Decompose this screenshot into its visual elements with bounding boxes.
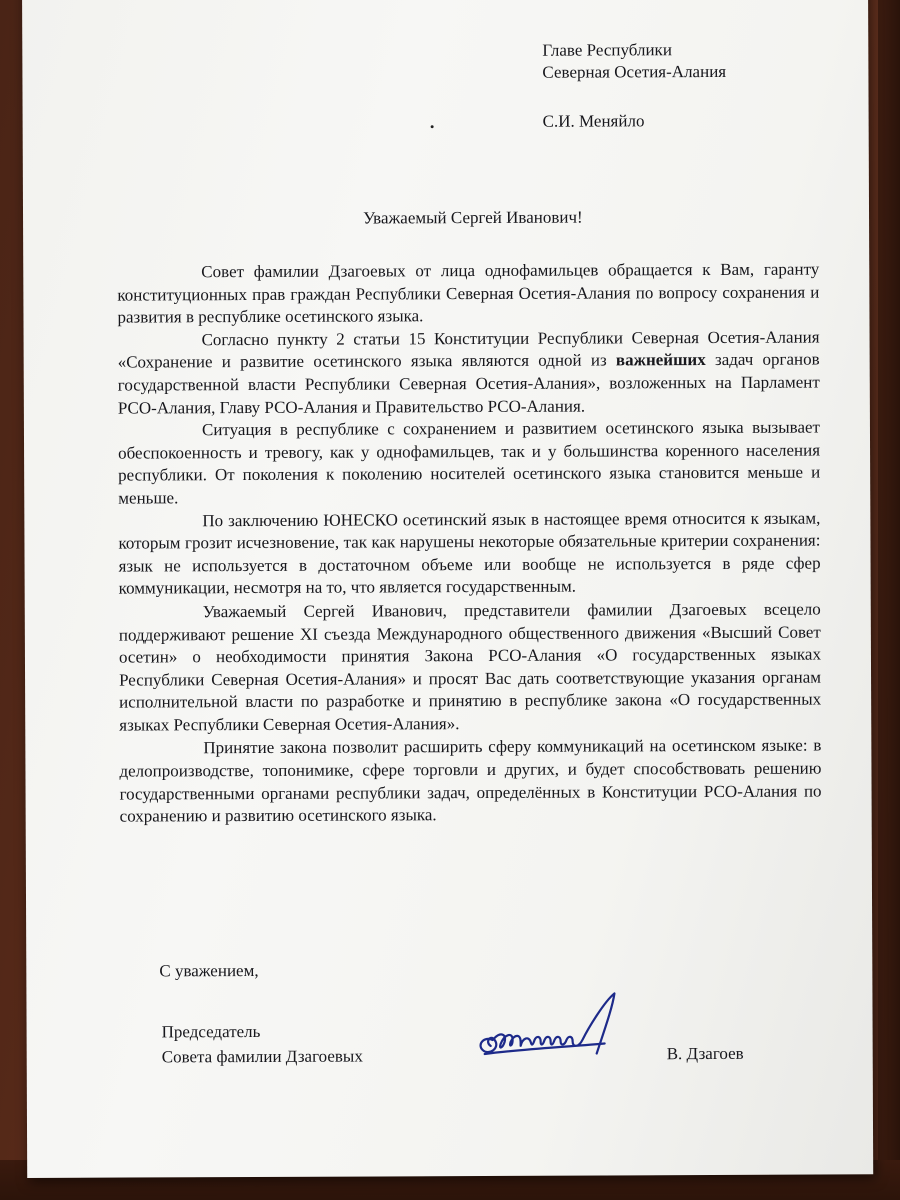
ink-dot (431, 125, 434, 128)
paragraph-2-end: задач органов государственной власти Республики Северная Осетия-Алания», возложенных на Парламент РСО-Алания, Главу РСО-Алания и Правительство РСО-Алания. (117, 349, 820, 418)
letter-body (117, 259, 821, 829)
paragraph-3: Ситуация в республике с сохранением и развитием осетинского языка вызывает обеспокоенность и тревогу, как у однофамильцев, так и у большинства коренного населения республики. От поколения к поколению носителей осетинского языка становится меньше и меньше. (118, 417, 821, 508)
addressee-line-1: Главе Республики (542, 40, 672, 60)
closing: С уважением, (159, 960, 259, 981)
addressee-block (542, 39, 726, 133)
paragraph-1: Совет фамилии Дзагоевых от лица однофамильцев обращается к Вам, гаранту конституционных прав граждан Республики Северная Осетия-Алания по вопросу сохранения и развития в республике осетинского языка. (117, 259, 820, 327)
paragraph-4: По заключению ЮНЕСКО осетинский язык в настоящее время относится к языкам, которым грозит исчезновение, так как нарушены некоторые обязательные критерии сохранения: язык не используется в достаточном объеме или вообще не используется в ряде сфер коммуникации, несмотря на то, что является государственным. (118, 508, 821, 598)
handwritten-signature (454, 987, 634, 1078)
signer-title-line-1: Председатель (161, 1021, 261, 1042)
desk-edge (878, 0, 900, 1200)
paragraph-2 (118, 326, 820, 419)
paragraph-5: Уважаемый Сергей Иванович, представители фамилии Дзагоевых всецело поддерживают решение XI съезда Международного общественного движения «Высший Совет осетин» о необходимости принятия Закона РСО-Алания «О государственных языках Республики Северная Осетия-Алания» и просят Вас дать соответствующие указания органам исполнительной власти по разработке и принятию в республике закона «О государственных языках Республики Северная Осетия-Алания». (118, 599, 822, 735)
addressee-name: С.И. Меняйло (542, 111, 645, 131)
signer-name: В. Дзагоев (666, 1043, 744, 1064)
signer-title-line-2: Совета фамилии Дзагоевых (161, 1046, 363, 1067)
paragraph-2-emphasis: важнейших (615, 350, 706, 370)
addressee-line-2: Северная Осетия-Алания (542, 61, 727, 82)
paragraph-6: Принятие закона позволит расширить сферу коммуникаций на осетинском языке: в делопроизводстве, топонимике, сфере торговли и других, и будет способствовать решению государственными органами республики задач, определённых в Конституции РСО-Алания по сохранению и развитию осетинского языка. (119, 735, 822, 826)
signer-title (162, 1019, 363, 1070)
salutation: Уважаемый Сергей Иванович! (363, 207, 583, 228)
paragraph-2-start: Согласно пункту 2 статьи 15 Конституции Республики Северная Осетия-Алания «Сохранение и развитие осетинского языка являются одной из (117, 327, 820, 372)
letter-page (22, 0, 873, 1178)
